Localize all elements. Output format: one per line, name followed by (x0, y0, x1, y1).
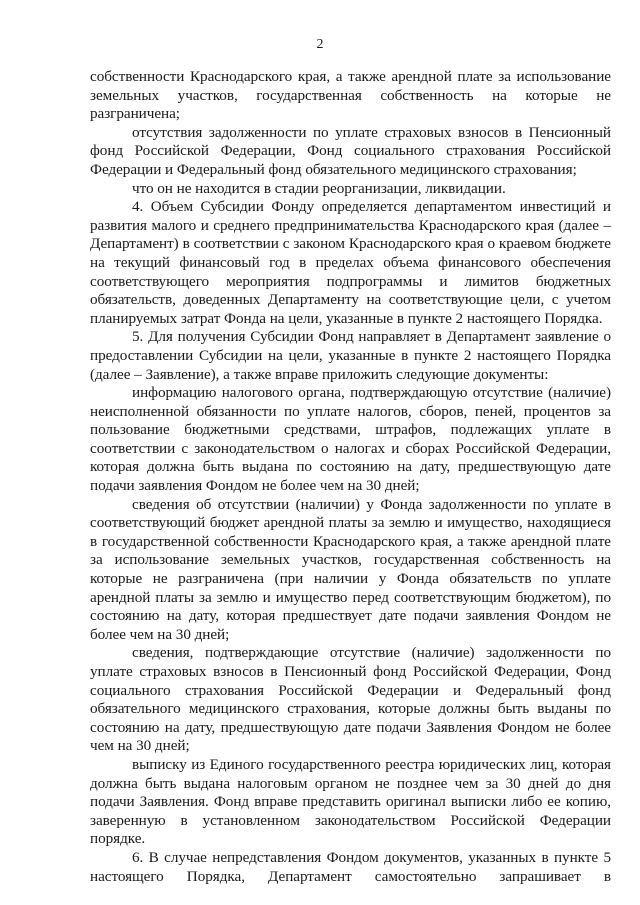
paragraph-1: собственности Краснодарского края, а также арендной плате за использование земельных участков, государственная собственность на которые не разграничена; (90, 68, 611, 123)
paragraph-6: информацию налогового органа, подтверждающую отсутствие (наличие) неисполненной обязанности по уплате налогов, сборов, пеней, процентов за пользование бюджетными средствами, штрафов, подлежащих уплате в соответствии с законодательством о налогах и сборах Российской Федерации, которая должна быть выдана по состоянию на дату, предшествующую дате подачи заявления Фондом не более чем на 30 дней; (90, 384, 611, 495)
page-number: 2 (316, 37, 324, 52)
paragraph-8: сведения, подтверждающие отсутствие (наличие) задолженности по уплате страховых взносов в Пенсионный фонд Российской Федерации, Фонд социального страхования Российской Федерации и Федеральный фонд обязательного медицинского страхования, которые должны быть выданы по состоянию на дату, предшествующую дате подачи Заявления Фондом не более чем на 30 дней; (90, 644, 611, 755)
paragraph-7: сведения об отсутствии (наличии) у Фонда задолженности по уплате в соответствующий бюджет арендной платы за землю и имущество, находящиеся в государственной собственности Краснодарского края, а также арендной плате за использование земельных участков, государственная собственность на которые не разграничена (при наличии у Фонда обязательств по уплате арендной платы за землю и имущество перед соответствующим бюджетом), по состоянию на дату, которая предшествует дате подачи заявления Фондом не более чем на 30 дней; (90, 495, 611, 643)
paragraph-2: отсутствия задолженности по уплате страховых взносов в Пенсионный фонд Российской Федерации, Фонд социального страхования Российской Федерации и Федеральный фонд обязательного медицинского страхования; (90, 123, 611, 178)
paragraph-5: 5. Для получения Субсидии Фонд направляет в Департамент заявление о предоставлении Субсидии на цели, указанные в пункте 2 настоящего Порядка (далее – Заявление), а также вправе приложить следующие документы: (90, 328, 611, 383)
paragraph-4: 4. Объем Субсидии Фонду определяется департаментом инвестиций и развития малого и среднего предпринимательства Краснодарского края (далее – Департамент) в соответствии с законом Краснодарского края о краевом бюджете на текущий финансовый год в пределах объема финансового обеспечения соответствующего мероприятия подпрограммы и лимитов бюджетных обязательств, доведенных Департаменту на соответствующие цели, с учетом планируемых затрат Фонда на цели, указанные в пункте 2 настоящего Порядка. (90, 198, 611, 327)
document-body (90, 68, 611, 886)
paragraph-3: что он не находится в стадии реорганизации, ликвидации. (132, 179, 506, 197)
paragraph-9: выписку из Единого государственного реестра юридических лиц, которая должна быть выдана налоговым органом не позднее чем за 30 дней до дня подачи Заявления. Фонд вправе представить оригинал выписки либо ее копию, заверенную в установленном законодательством Российской Федерации порядке. (90, 755, 611, 848)
paragraph-10: 6. В случае непредставления Фондом документов, указанных в пункте 5 настоящего Порядка, Департамент самостоятельно запрашивает в (90, 848, 611, 885)
